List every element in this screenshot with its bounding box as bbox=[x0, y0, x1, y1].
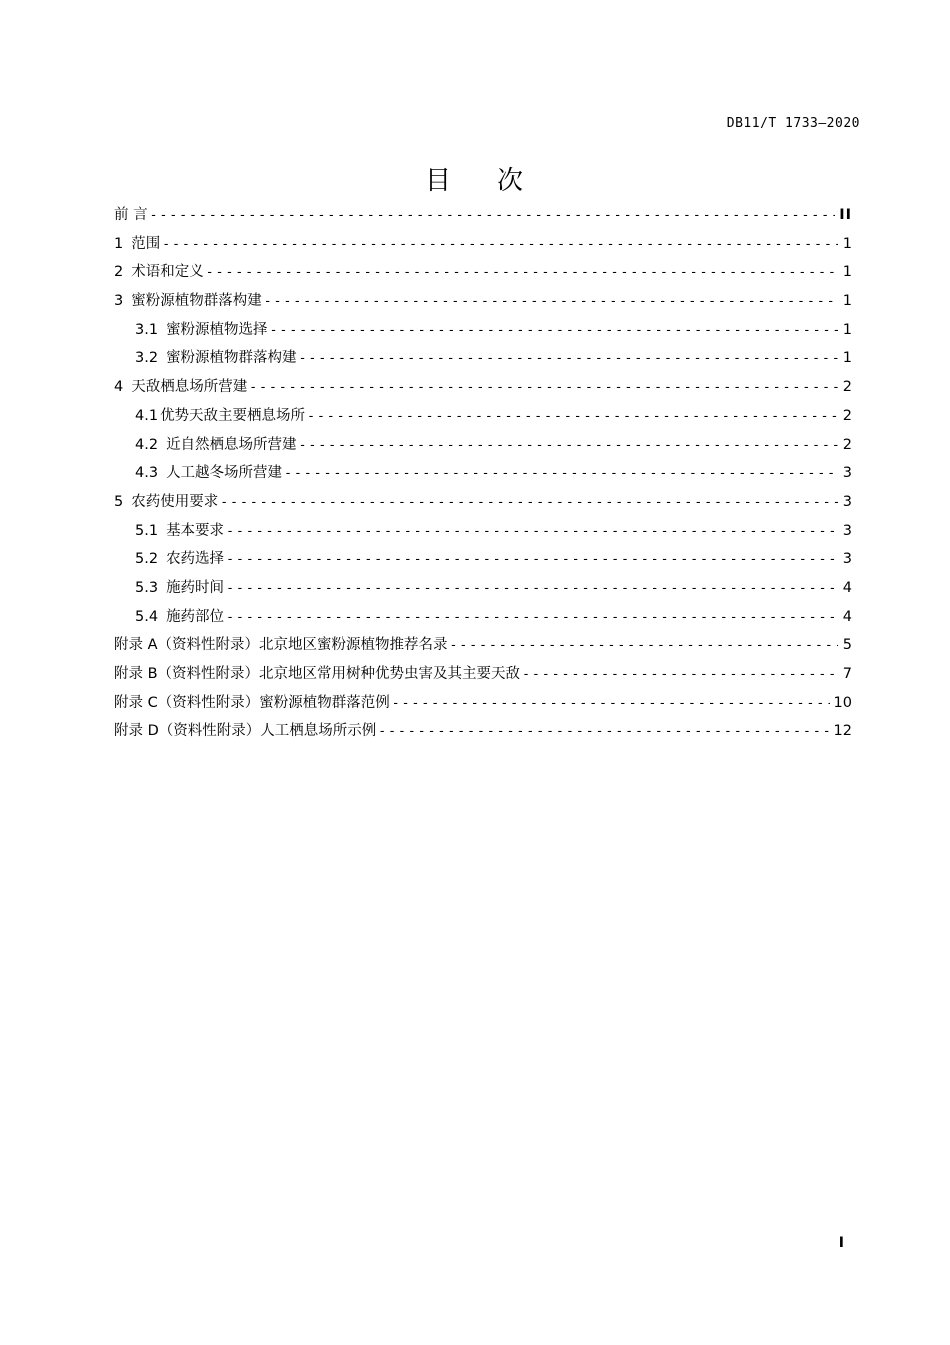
toc-label: 农药选择 bbox=[166, 551, 225, 568]
toc-page-number: 1 bbox=[842, 235, 852, 252]
toc-entry-1[interactable] bbox=[114, 232, 852, 261]
toc-page-number: 1 bbox=[842, 321, 852, 338]
dot-leader bbox=[226, 552, 838, 567]
toc-page-number: 2 bbox=[842, 407, 852, 424]
toc-label: 术语和定义 bbox=[131, 264, 204, 281]
toc-entry-5[interactable] bbox=[114, 490, 852, 519]
dot-leader bbox=[226, 581, 838, 596]
toc-number: 1 bbox=[114, 235, 124, 252]
toc-entry-4-3[interactable] bbox=[114, 461, 852, 490]
toc-page-number: 1 bbox=[842, 264, 852, 281]
toc-entry-foreword[interactable] bbox=[114, 203, 852, 232]
title-char-1: 目 bbox=[424, 166, 453, 196]
toc-label: 优势天敌主要栖息场所 bbox=[160, 407, 306, 424]
toc-label: 天敌栖息场所营建 bbox=[131, 379, 248, 396]
toc-entry-5-3[interactable] bbox=[114, 576, 852, 605]
toc-label: 蜜粉源植物群落构建 bbox=[166, 350, 297, 367]
toc-label: 前 言 bbox=[114, 207, 148, 223]
toc-label: 附录 C（资料性附录）蜜粉源植物群落范例 bbox=[114, 694, 390, 711]
toc-label: 附录 A（资料性附录）北京地区蜜粉源植物推荐名录 bbox=[114, 637, 448, 654]
toc-number: 5.2 bbox=[135, 551, 159, 568]
toc-number: 3.1 bbox=[135, 321, 159, 338]
toc-label: 蜜粉源植物群落构建 bbox=[131, 293, 262, 310]
dot-leader bbox=[270, 323, 838, 338]
toc-entry-4[interactable] bbox=[114, 375, 852, 404]
dot-leader bbox=[299, 351, 838, 366]
toc-number: 4 bbox=[114, 379, 124, 396]
toc-page-number: 5 bbox=[842, 637, 852, 654]
dot-leader bbox=[249, 380, 838, 395]
toc-label: 范围 bbox=[131, 235, 161, 252]
toc-entry-5-4[interactable] bbox=[114, 605, 852, 634]
toc-entry-3-2[interactable] bbox=[114, 346, 852, 375]
toc-entry-4-2[interactable] bbox=[114, 433, 852, 462]
toc-label: 蜜粉源植物选择 bbox=[166, 321, 268, 338]
toc-page-number: II bbox=[839, 207, 852, 223]
toc-page-number: 1 bbox=[842, 293, 852, 310]
page-title bbox=[0, 160, 950, 197]
toc-number: 5 bbox=[114, 493, 124, 510]
dot-leader bbox=[162, 237, 838, 252]
dot-leader bbox=[522, 667, 838, 682]
dot-leader bbox=[307, 409, 838, 424]
toc-number: 2 bbox=[114, 264, 124, 281]
toc-page-number: 4 bbox=[842, 579, 852, 596]
toc-entry-3[interactable] bbox=[114, 289, 852, 318]
toc-entry-appendix-c[interactable] bbox=[114, 691, 852, 720]
toc-entry-appendix-a[interactable] bbox=[114, 633, 852, 662]
toc-label: 人工越冬场所营建 bbox=[166, 465, 283, 482]
toc-page-number: 10 bbox=[833, 694, 852, 711]
dot-leader bbox=[150, 208, 836, 223]
toc-entry-2[interactable] bbox=[114, 260, 852, 289]
toc-page-number: 2 bbox=[842, 379, 852, 396]
dot-leader bbox=[206, 265, 838, 280]
toc-entry-appendix-b[interactable] bbox=[114, 662, 852, 691]
dot-leader bbox=[392, 696, 830, 711]
dot-leader bbox=[378, 724, 829, 739]
toc-page-number: 3 bbox=[842, 465, 852, 482]
toc-number: 4.2 bbox=[135, 436, 159, 453]
toc-label: 附录 B（资料性附录）北京地区常用树种优势虫害及其主要天敌 bbox=[114, 666, 521, 682]
dot-leader bbox=[284, 466, 838, 481]
toc-page-number: 3 bbox=[842, 551, 852, 568]
dot-leader bbox=[220, 495, 838, 510]
toc-entry-3-1[interactable] bbox=[114, 318, 852, 347]
dot-leader bbox=[450, 638, 838, 653]
page-number: I bbox=[838, 1235, 844, 1251]
dot-leader bbox=[226, 610, 838, 625]
toc-entry-4-1[interactable] bbox=[114, 404, 852, 433]
title-char-2: 次 bbox=[497, 166, 526, 196]
document-code: DB11/T 1733—2020 bbox=[726, 116, 860, 131]
toc-number: 5.4 bbox=[135, 608, 159, 625]
toc-label: 农药使用要求 bbox=[131, 493, 219, 510]
toc-number: 3.2 bbox=[135, 350, 159, 367]
toc-label: 施药时间 bbox=[166, 579, 225, 596]
dot-leader bbox=[226, 524, 838, 539]
toc-page-number: 3 bbox=[842, 522, 852, 539]
dot-leader bbox=[299, 438, 838, 453]
toc-number: 5.3 bbox=[135, 579, 159, 596]
toc-page-number: 4 bbox=[842, 608, 852, 625]
toc-label: 近自然栖息场所营建 bbox=[166, 436, 297, 453]
toc-label: 施药部位 bbox=[166, 608, 225, 625]
toc-page-number: 2 bbox=[842, 436, 852, 453]
toc-entry-appendix-d[interactable] bbox=[114, 719, 852, 748]
toc-entry-5-2[interactable] bbox=[114, 547, 852, 576]
toc-page-number: 12 bbox=[833, 723, 852, 740]
toc-page-number: 7 bbox=[842, 666, 852, 682]
toc-page-number: 1 bbox=[842, 350, 852, 367]
toc-page-number: 3 bbox=[842, 493, 852, 510]
table-of-contents bbox=[114, 203, 852, 748]
toc-number: 4.1 bbox=[135, 407, 159, 424]
toc-label: 附录 D（资料性附录）人工栖息场所示例 bbox=[114, 723, 377, 740]
toc-entry-5-1[interactable] bbox=[114, 519, 852, 548]
dot-leader bbox=[264, 294, 838, 309]
toc-label: 基本要求 bbox=[166, 522, 225, 539]
toc-number: 3 bbox=[114, 293, 124, 310]
toc-number: 4.3 bbox=[135, 465, 159, 482]
toc-number: 5.1 bbox=[135, 522, 159, 539]
